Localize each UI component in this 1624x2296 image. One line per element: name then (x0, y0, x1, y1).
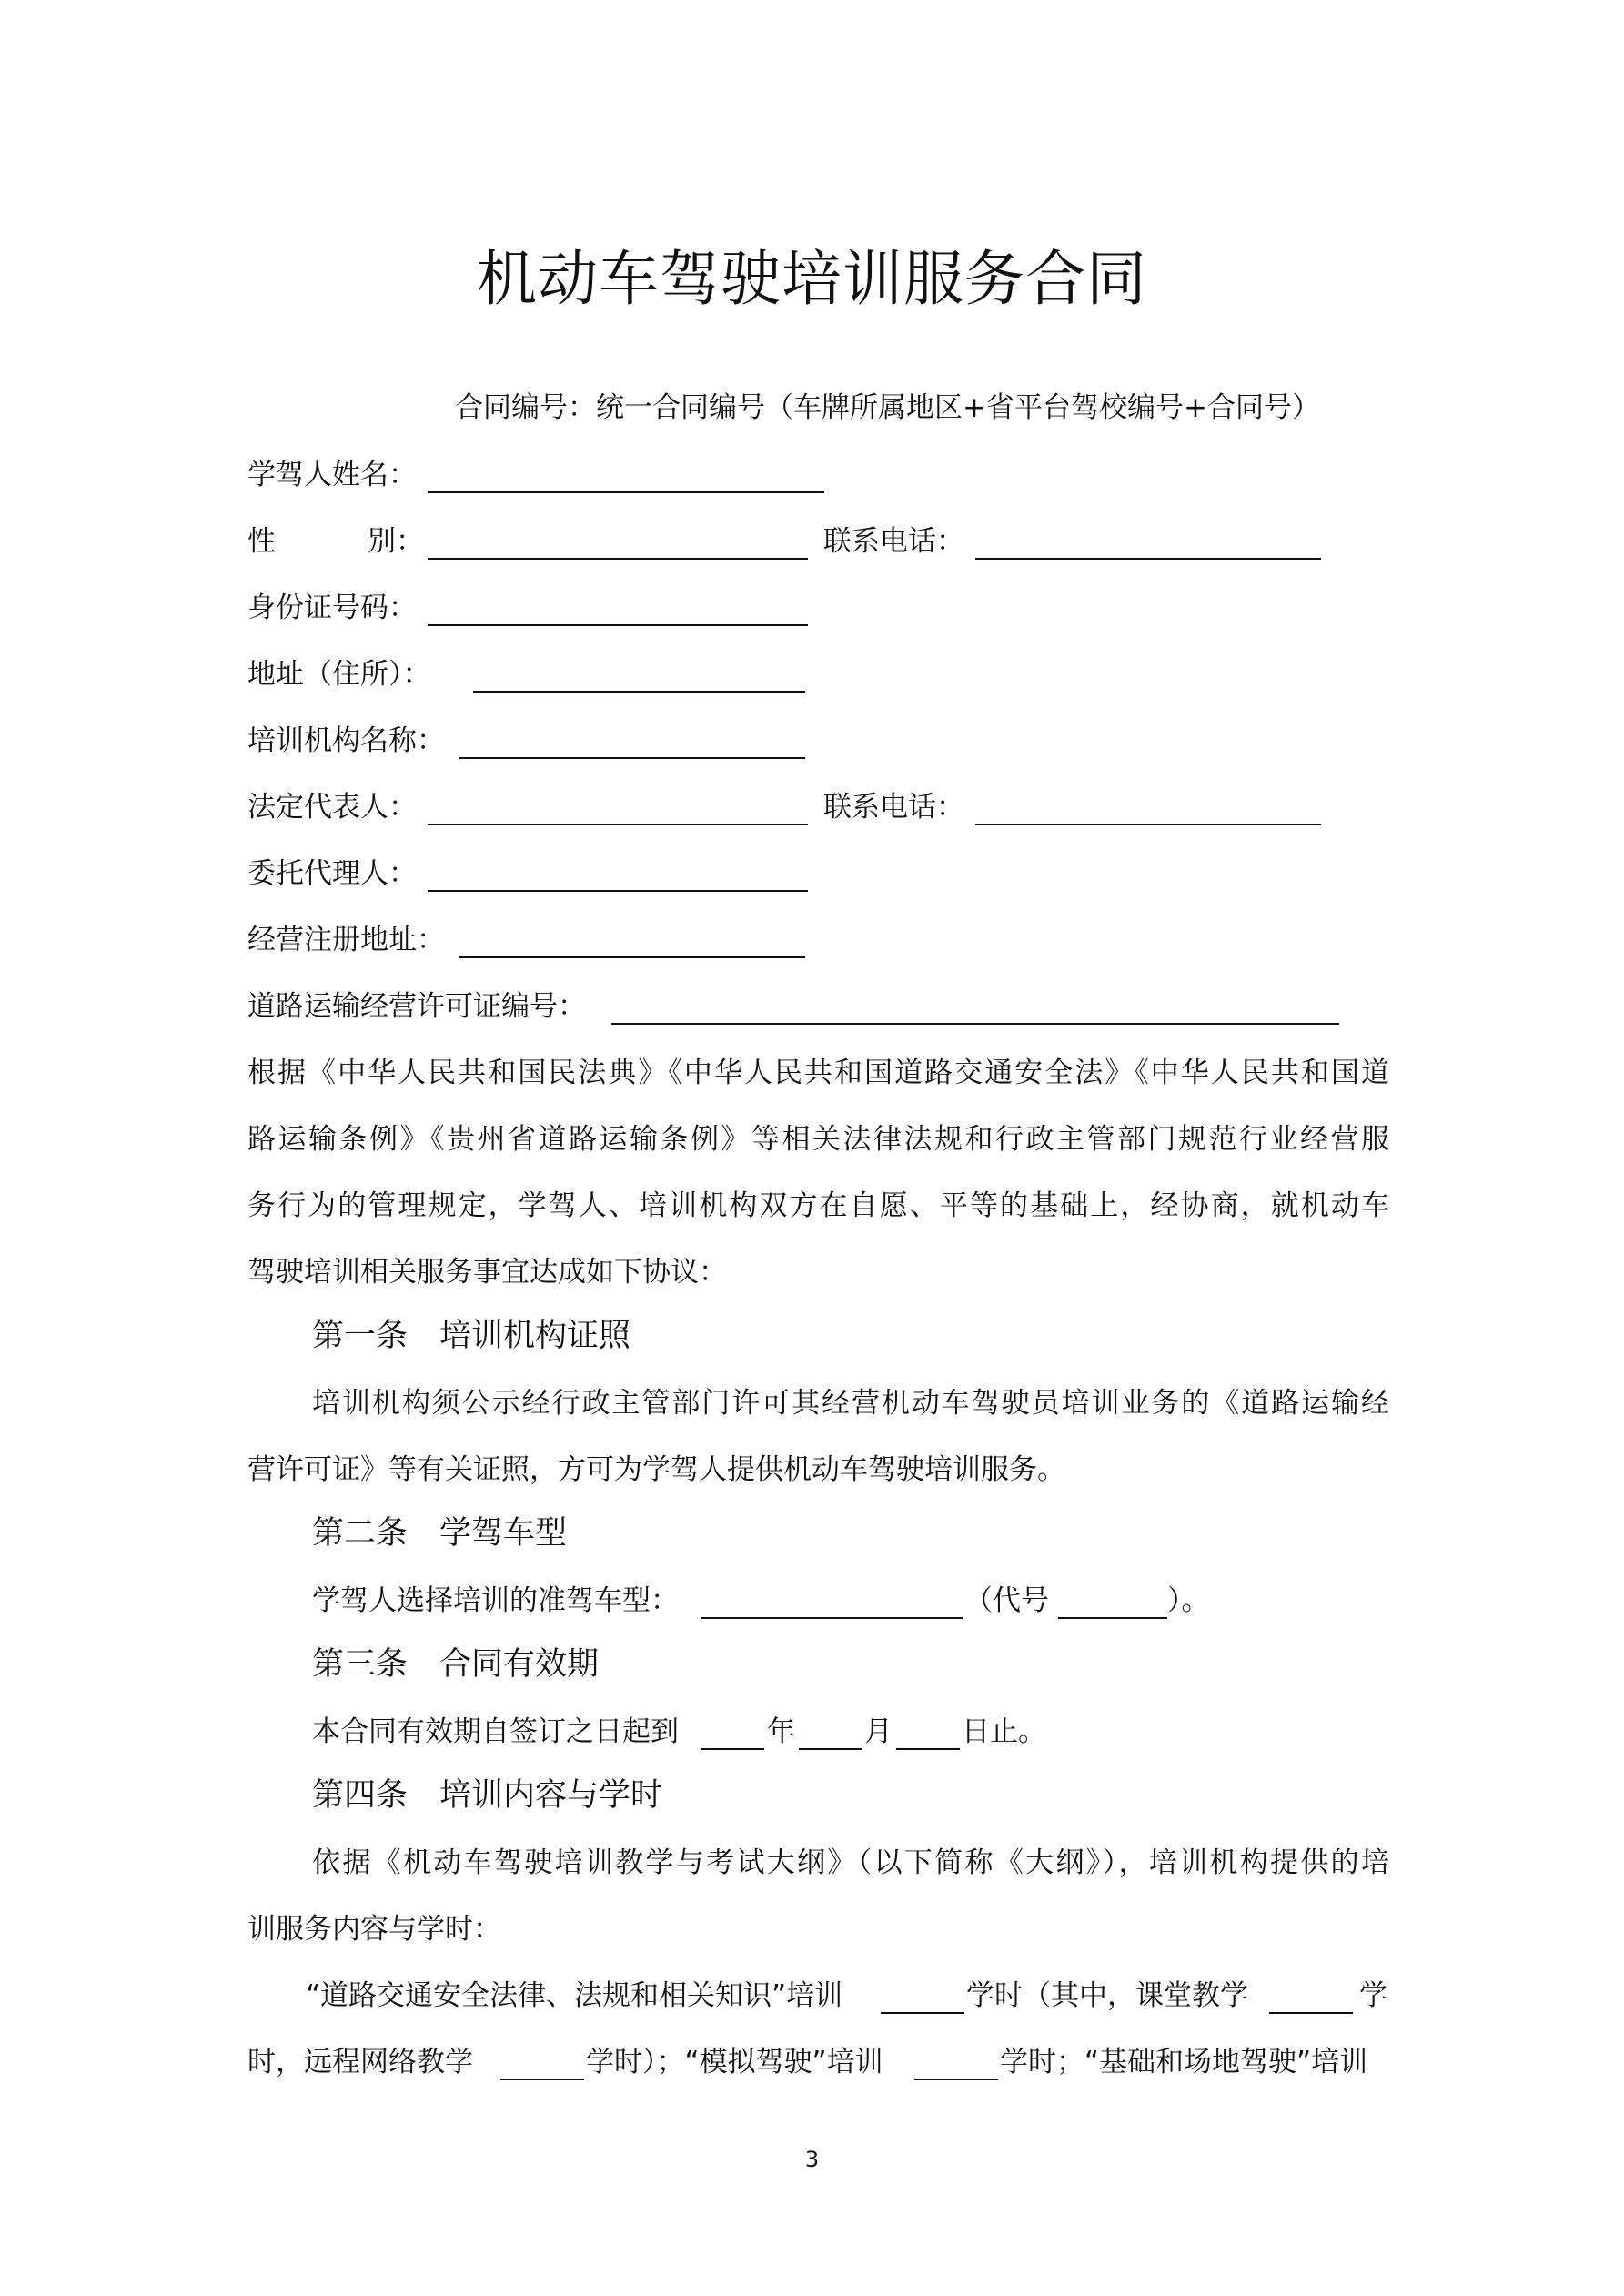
blank-phone-2[interactable] (975, 824, 1321, 825)
blank-address[interactable] (473, 691, 805, 693)
blank-vehicle-type[interactable] (701, 1617, 963, 1619)
article-2-text-pre: 学驾人选择培训的准驾车型： (312, 1584, 679, 1617)
label-phone-2: 联系电话： (823, 791, 964, 824)
blank-license-number[interactable] (611, 1023, 1339, 1025)
blank-legal-rep[interactable] (428, 824, 808, 825)
blank-law-hours[interactable] (881, 2012, 964, 2014)
article-3-year: 年 (767, 1715, 795, 1748)
blank-agent[interactable] (428, 890, 808, 892)
label-license-number: 道路运输经营许可证编号： (247, 990, 586, 1023)
article-1-text: 营许可证》等有关证照，方可为学驾人提供机动车驾驶培训服务。 (247, 1453, 1065, 1486)
label-gender-a: 性 (247, 525, 276, 558)
intro-line: 驾驶培训相关服务事宜达成如下协议： (247, 1256, 727, 1289)
article-4-line4-b: 学时）；“模拟驾驶”培训 (586, 2046, 883, 2079)
article-3-month: 月 (864, 1715, 893, 1748)
page-number: 3 (804, 2147, 820, 2172)
blank-id-number[interactable] (428, 624, 808, 626)
article-4-line4-a: 时，远程网络教学 (247, 2046, 473, 2079)
article-2-text-post: ）。 (1167, 1584, 1210, 1617)
article-2-heading: 第二条 学驾车型 (312, 1515, 568, 1552)
article-4-heading: 第四条 培训内容与学时 (312, 1777, 663, 1814)
blank-simulation-hours[interactable] (914, 2079, 998, 2080)
blank-org-name[interactable] (459, 757, 805, 759)
label-legal-rep: 法定代表人： (247, 791, 417, 824)
blank-day[interactable] (896, 1748, 960, 1750)
article-4-line3-b: 学时（其中，课堂教学 (966, 1979, 1248, 2012)
article-4-line4-c: 学时；“基础和场地驾驶”培训 (1000, 2046, 1368, 2079)
intro-line: 根据《中华人民共和国民法典》《中华人民共和国道路交通安全法》《中华人民共和国道 (247, 1057, 1389, 1089)
article-4-line3-a: “道路交通安全法律、法规和相关知识”培训 (306, 1979, 843, 2012)
label-address: 地址（住所）： (247, 658, 431, 691)
blank-reg-address[interactable] (459, 956, 805, 958)
article-4-text: 训服务内容与学时： (247, 1913, 501, 1946)
article-3-heading: 第三条 合同有效期 (312, 1646, 600, 1683)
label-student-name: 学驾人姓名： (247, 459, 417, 491)
blank-student-name[interactable] (428, 491, 824, 493)
blank-classroom-hours[interactable] (1269, 2012, 1353, 2014)
article-3-text-pre: 本合同有效期自签订之日起到 (312, 1715, 679, 1748)
blank-vehicle-code[interactable] (1058, 1617, 1167, 1619)
blank-year[interactable] (701, 1748, 764, 1750)
article-1-text: 培训机构须公示经行政主管部门许可其经营机动车驾驶员培训业务的《道路运输经 (312, 1387, 1389, 1420)
article-1-heading: 第一条 培训机构证照 (312, 1318, 631, 1354)
blank-phone[interactable] (975, 558, 1321, 560)
label-gender-b: 别： (368, 525, 424, 558)
document-title: 机动车驾驶培训服务合同 (477, 244, 1147, 314)
intro-line: 路运输条例》《贵州省道路运输条例》等相关法律法规和行政主管部门规范行业经营服 (247, 1123, 1389, 1156)
label-id-number: 身份证号码： (247, 592, 417, 624)
contract-number: 合同编号：统一合同编号（车牌所属地区+省平台驾校编号+合同号） (455, 391, 1320, 424)
article-2-text-mid: （代号 (964, 1584, 1049, 1617)
label-reg-address: 经营注册地址： (247, 924, 445, 956)
label-agent: 委托代理人： (247, 857, 417, 890)
label-phone: 联系电话： (823, 525, 964, 558)
article-4-line3-c: 学 (1359, 1979, 1387, 2012)
blank-gender[interactable] (428, 558, 808, 560)
intro-line: 务行为的管理规定，学驾人、培训机构双方在自愿、平等的基础上，经协商，就机动车 (247, 1189, 1389, 1222)
blank-month[interactable] (799, 1748, 862, 1750)
article-4-text: 依据《机动车驾驶培训教学与考试大纲》（以下简称《大纲》），培训机构提供的培 (312, 1846, 1389, 1879)
blank-online-hours[interactable] (500, 2079, 584, 2080)
label-org-name: 培训机构名称： (247, 724, 445, 757)
article-3-day: 日止。 (962, 1715, 1046, 1748)
